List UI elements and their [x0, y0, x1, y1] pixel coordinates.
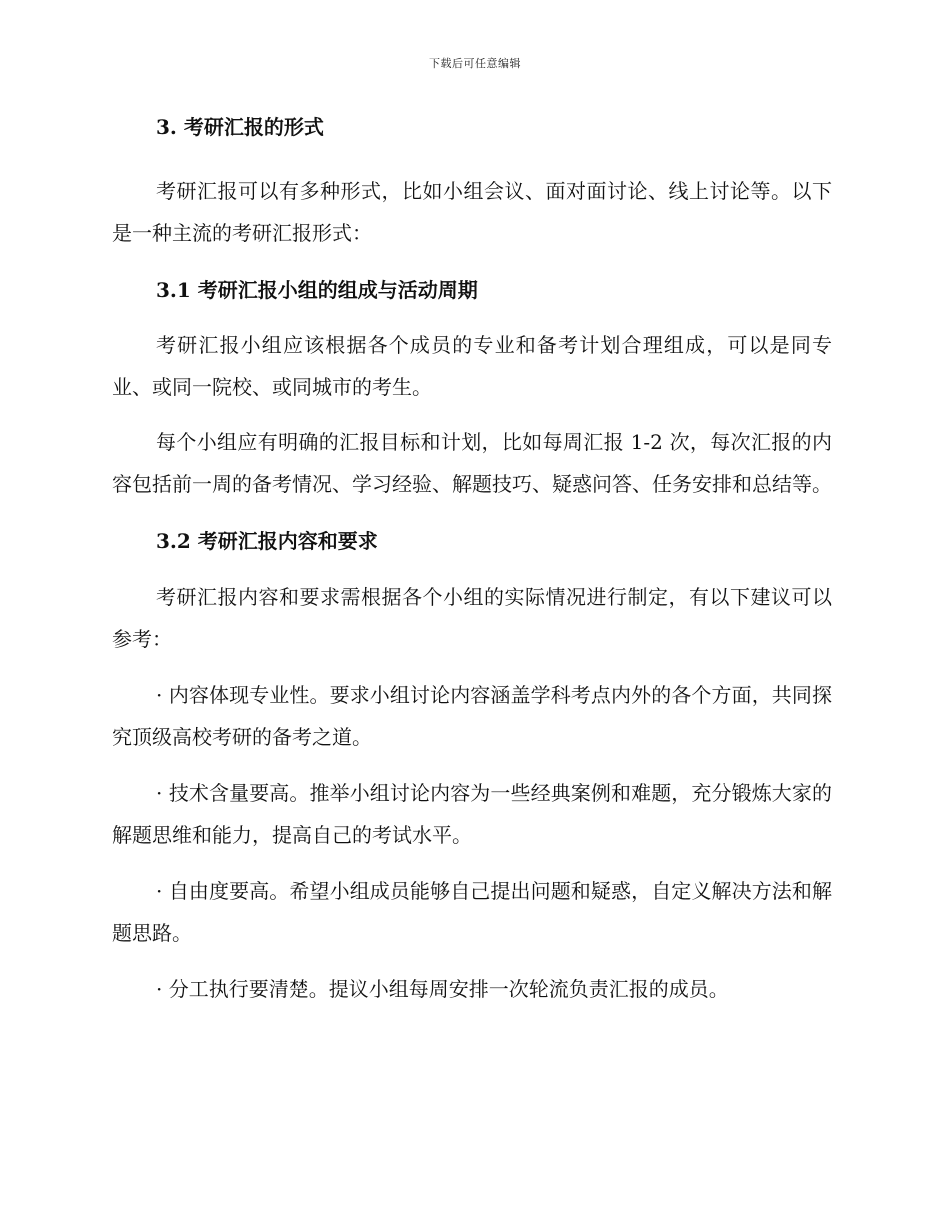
header-note: 下载后可任意编辑 — [429, 57, 521, 70]
bullet-item-technical-content: · 技术含量要高。推举小组讨论内容为一些经典案例和难题，充分锻炼大家的解题思维和能力，提高自己的考试水平。 — [112, 781, 832, 847]
section-3-1-paragraph-1: 考研汇报小组应该根据各个成员的专业和备考计划合理组成，可以是同专业、或同一院校、或同城市的考生。 — [112, 333, 832, 399]
section-3-2-heading: 3.2 考研汇报内容和要求 — [156, 529, 378, 553]
section-3-1-paragraph-2: 每个小组应有明确的汇报目标和计划，比如每周汇报 1-2 次，每次汇报的内容包括前一周的备考情况、学习经验、解题技巧、疑惑问答、任务安排和总结等。 — [112, 430, 832, 496]
section-3-intro-paragraph: 考研汇报可以有多种形式，比如小组会议、面对面讨论、线上讨论等。以下是一种主流的考研汇报形式： — [112, 179, 832, 245]
bullet-item-professionalism: · 内容体现专业性。要求小组讨论内容涵盖学科考点内外的各个方面，共同探究顶级高校考研的备考之道。 — [112, 683, 832, 749]
document-body — [112, 112, 832, 1010]
section-3-heading: 3. 考研汇报的形式 — [156, 115, 324, 139]
bullet-item-division-of-labor: · 分工执行要清楚。提议小组每周安排一次轮流负责汇报的成员。 — [156, 977, 729, 1001]
section-3-2-intro-paragraph: 考研汇报内容和要求需根据各个小组的实际情况进行制定，有以下建议可以参考： — [112, 585, 832, 651]
section-3-1-heading: 3.1 考研汇报小组的组成与活动周期 — [156, 278, 478, 302]
bullet-item-freedom: · 自由度要高。希望小组成员能够自己提出问题和疑惑，自定义解决方法和解题思路。 — [112, 879, 832, 945]
